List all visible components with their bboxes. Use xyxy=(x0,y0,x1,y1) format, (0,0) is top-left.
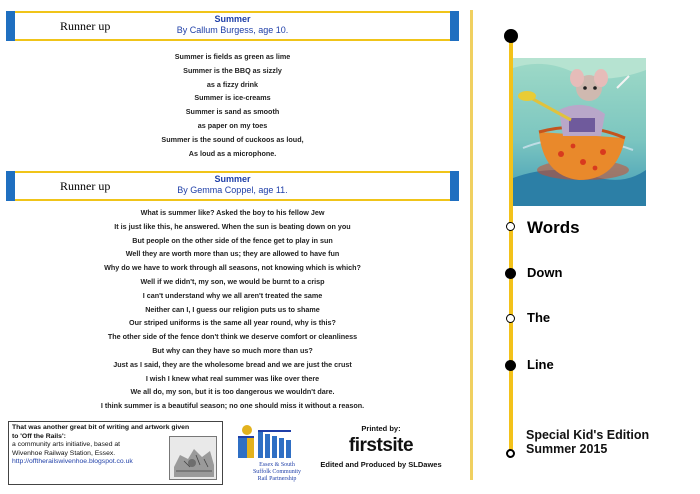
station-sketch-image xyxy=(169,436,217,480)
poem-line: Just as I said, they are the wholesome bread and we are just the crust xyxy=(113,359,352,369)
poem2-title: Summer xyxy=(214,174,251,184)
poem-line: What is summer like? Asked the boy to his fellow Jew xyxy=(140,208,325,217)
produced-by-label: Edited and Produced by SLDawes xyxy=(320,460,442,469)
firstsite-logo: firstsite xyxy=(348,435,414,456)
poem2-place: Runner up xyxy=(60,179,111,193)
poem1-byline: By Callum Burgess, age 10. xyxy=(176,25,289,35)
off-the-rails-info-box xyxy=(8,421,223,485)
poem-line: Why do we have to work through all seasons, not knowing which is which? xyxy=(104,263,361,273)
poem-line: I can't understand why we all aren't treated the same xyxy=(142,290,323,300)
timeline-end-dot xyxy=(506,449,515,458)
poem-line: The other side of the fence don't think we deserve comfort or cleanliness xyxy=(107,332,358,342)
poem1-place: Runner up xyxy=(60,19,111,33)
cover-word-line: Line xyxy=(527,357,554,372)
timeline-stop-down xyxy=(505,268,516,279)
poem-line: Well if we didn't, my son, we would be burnt to a crisp xyxy=(140,276,325,286)
poem-line: I wish I knew what real summer was like over there xyxy=(145,373,320,383)
cover-word-the: The xyxy=(527,310,551,325)
poem-line: As loud as a microphone. xyxy=(188,148,277,158)
cover-word-down: Down xyxy=(527,265,563,280)
printed-by-block xyxy=(316,424,446,469)
info-line: a community arts initiative, based at xyxy=(12,441,121,449)
poem1-title: Summer xyxy=(214,14,251,24)
timeline-stop-line xyxy=(505,360,516,371)
info-line: Wivenhoe Railway Station, Essex. xyxy=(12,449,116,457)
timeline-stop-the xyxy=(506,314,515,323)
poem2-byline: By Gemma Coppel, age 11. xyxy=(177,185,288,195)
poem-line: Summer is ice-creams xyxy=(194,93,271,103)
poem-line: as paper on my toes xyxy=(197,120,268,130)
poem-line: Summer is the sound of cuckoos as loud, xyxy=(161,134,304,144)
blog-link[interactable]: http://offtherailswivenhoe.blogspot.co.uk xyxy=(12,458,133,466)
timeline-stop-words xyxy=(506,222,515,231)
edition-line-2: Summer 2015 xyxy=(526,442,608,456)
poem2-body xyxy=(0,206,465,413)
timeline-top-dot xyxy=(504,29,518,43)
page-divider xyxy=(470,10,473,480)
partner-text-3: Rail Partnership xyxy=(257,476,297,482)
poem-line: We all do, my son, but it is too dangerous we wouldn't dare. xyxy=(130,387,335,397)
rail-partnership-logo xyxy=(236,424,316,484)
poem1-body xyxy=(0,50,465,160)
edition-line-1: Special Kid's Edition xyxy=(526,428,650,442)
poem-line: It is just like this, he answered. When the sun is beating down on you xyxy=(114,221,351,231)
mouse-in-teacup-illustration xyxy=(513,58,646,206)
poem-line: I think summer is a beautiful season; no one should miss it without a reason. xyxy=(100,401,365,411)
poem-line: Summer is the BBQ as sizzly xyxy=(183,65,282,75)
poem-line: Summer is fields as green as lime xyxy=(174,52,291,61)
poem-line: as a fizzy drink xyxy=(206,79,259,89)
partner-text-2: Suffolk Community xyxy=(252,469,302,475)
poem-line: Summer is sand as smooth xyxy=(185,107,280,117)
poem1-banner xyxy=(6,11,459,41)
edition-label xyxy=(526,428,649,456)
info-line: to 'Off the Rails': xyxy=(12,432,66,440)
poem-line: Neither can I, I guess our religion puts us to shame xyxy=(145,304,320,314)
poem-line: But people on the other side of the fence get to play in sun xyxy=(132,235,333,245)
poem-line: Well they are worth more than us; they are allowed to have fun xyxy=(125,249,340,259)
cover-word-words: Words xyxy=(527,218,580,237)
printed-by-label: Printed by: xyxy=(361,424,401,433)
poem-line: But why can they have so much more than us? xyxy=(152,345,313,355)
poem2-banner xyxy=(6,171,459,201)
partner-text-1: Essex & South xyxy=(259,462,295,468)
poem-line: Our striped uniforms is the same all year round, why is this? xyxy=(129,318,336,328)
info-line: That was another great bit of writing and artwork given xyxy=(12,424,190,431)
